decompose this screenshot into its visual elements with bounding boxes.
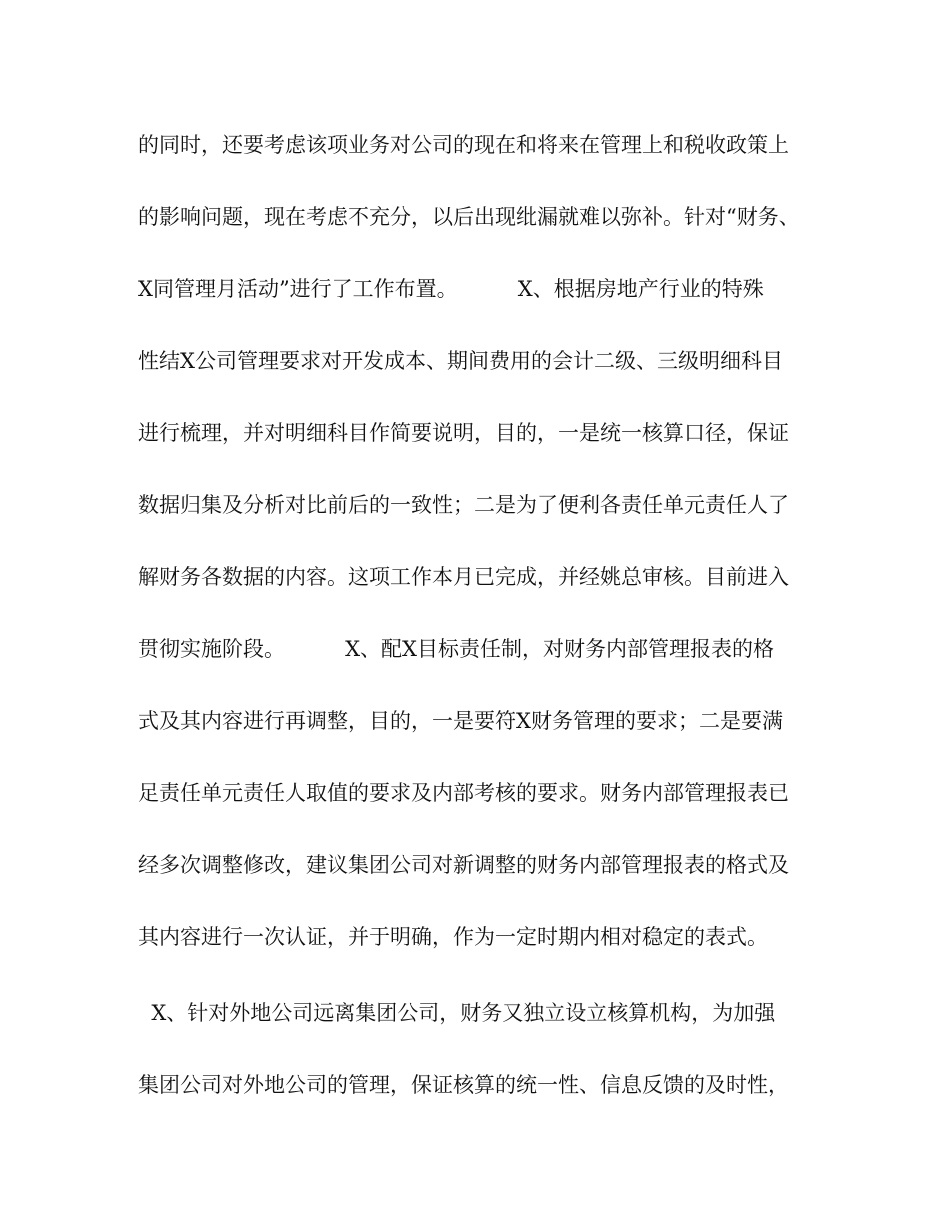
body-text-line: 式及其内容进行再调整，目的，一是要符X财务管理的要求；二是要满 (138, 709, 783, 733)
body-text-line: 性结X公司管理要求对开发成本、期间费用的会计二级、三级明细科目 (138, 349, 783, 373)
body-text-line: 足责任单元责任人取值的要求及内部考核的要求。财务内部管理报表已 (138, 781, 789, 805)
body-text-line: 集团公司对外地公司的管理，保证核算的统一性、信息反馈的及时性， (138, 1073, 789, 1097)
body-text-line: 的同时，还要考虑该项业务对公司的现在和将来在管理上和税收政策上 (138, 133, 789, 157)
body-text-line: 的影响问题，现在考虑不充分，以后出现纰漏就难以弥补。针对“财务、 (138, 205, 800, 229)
body-text-line: 经多次调整修改，建议集团公司对新调整的财务内部管理报表的格式及 (138, 853, 789, 877)
body-text-line: 进行梳理，并对明细科目作简要说明，目的，一是统一核算口径，保证 (138, 421, 789, 445)
body-text-line: 数据归集及分析对比前后的一致性；二是为了便利各责任单元责任人了 (138, 493, 789, 517)
body-text-line: 贯彻实施阶段。 X、配X目标责任制，对财务内部管理报表的格 (138, 637, 774, 661)
body-text-line: X同管理月活动”进行了工作布置。 X、根据房地产行业的特殊 (138, 277, 764, 301)
body-text-line: 解财务各数据的内容。这项工作本月已完成，并经姚总审核。目前进入 (138, 565, 789, 589)
body-text-line: 其内容进行一次认证，并于明确，作为一定时期内相对稳定的表式。 (138, 925, 768, 949)
body-text-line: X、针对外地公司远离集团公司，财务又独立设立核算机构，为加强 (138, 1001, 776, 1025)
